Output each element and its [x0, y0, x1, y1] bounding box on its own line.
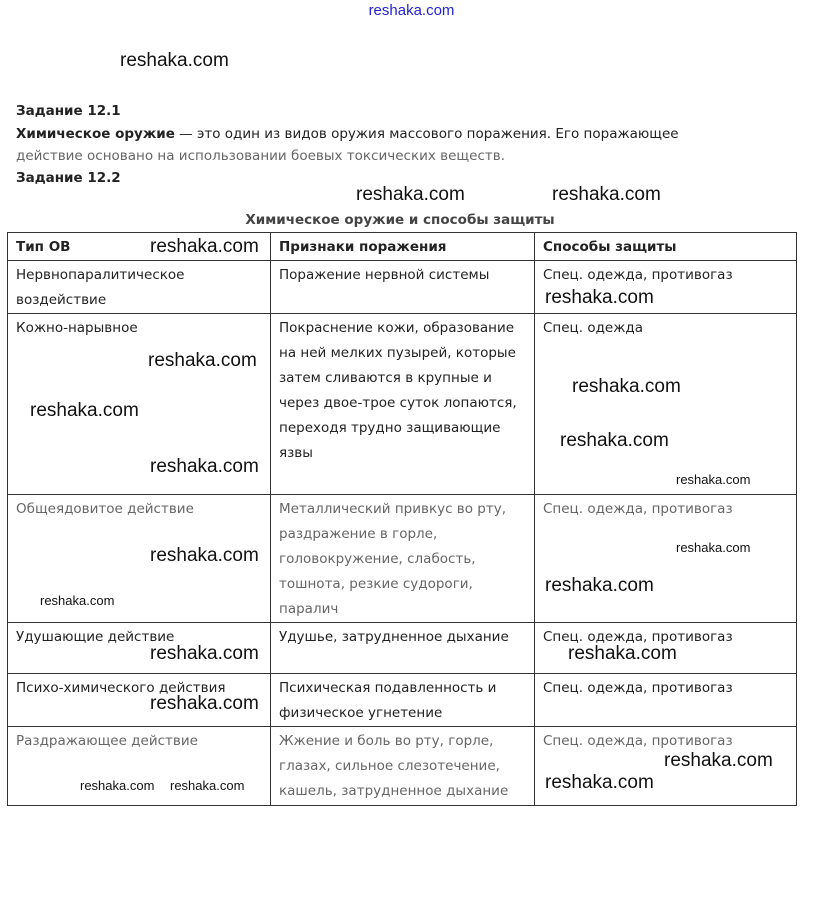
watermark: reshaka.com — [148, 350, 257, 371]
cell-protection: Спец. одежда, противогаз — [535, 727, 797, 806]
watermark: reshaka.com — [676, 472, 751, 487]
header-type: Тип ОВ — [8, 233, 271, 261]
table-row — [8, 674, 797, 727]
watermark: reshaka.com — [30, 400, 139, 421]
watermark: reshaka.com — [40, 593, 115, 608]
cell-protection: Спец. одежда — [535, 314, 797, 495]
table-row — [8, 495, 797, 623]
cell-type: Общеядовитое действие — [8, 495, 271, 623]
cell-type: Раздражающее действие — [8, 727, 271, 806]
cell-protection: Спец. одежда, противогаз — [535, 495, 797, 623]
cell-signs: Психическая подавленность и физическое угнетение — [271, 674, 535, 727]
cell-type: Удушающие действие — [8, 623, 271, 674]
site-header-link[interactable]: reshaka.com — [368, 2, 455, 19]
watermark: reshaka.com — [150, 456, 259, 477]
header-protection: Способы защиты — [535, 233, 797, 261]
cell-type: Психо-химического действия — [8, 674, 271, 727]
task-12-2-title: Задание 12.2 — [16, 170, 121, 186]
watermark: reshaka.com — [545, 287, 654, 308]
cell-signs: Покраснение кожи, образование на ней мелких пузырей, которые затем сливаются в крупные и через двое-трое суток лопаются, переходя трудно защивающие язвы — [271, 314, 535, 495]
watermark: reshaka.com — [150, 236, 259, 257]
table-header-row — [8, 233, 797, 261]
watermark: reshaka.com — [150, 693, 259, 714]
task-12-1-definition-line2: действие основано на использовании боевых токсических веществ. — [16, 148, 505, 164]
table-caption: Химическое оружие и способы защиты — [245, 212, 555, 228]
cell-protection: Спец. одежда, противогаз — [535, 623, 797, 674]
task-12-1-definition — [16, 123, 679, 145]
watermark: reshaka.com — [572, 376, 681, 397]
watermark: reshaka.com — [80, 778, 155, 793]
table-row — [8, 623, 797, 674]
cell-protection: Спец. одежда, противогаз — [535, 674, 797, 727]
cell-protection: Спец. одежда, противогаз — [535, 261, 797, 314]
cell-signs: Удушье, затрудненное дыхание — [271, 623, 535, 674]
chemical-weapons-table — [7, 232, 797, 806]
watermark: reshaka.com — [170, 778, 245, 793]
cell-signs: Жжение и боль во рту, горле, глазах, сильное слезотечение, кашель, затрудненное дыхание — [271, 727, 535, 806]
watermark: reshaka.com — [552, 184, 661, 205]
watermark: reshaka.com — [150, 545, 259, 566]
definition-text: — это один из видов оружия массового поражения. Его поражающее — [174, 126, 679, 142]
watermark: reshaka.com — [568, 643, 677, 664]
watermark: reshaka.com — [676, 540, 751, 555]
watermark: reshaka.com — [545, 575, 654, 596]
watermark: reshaka.com — [545, 772, 654, 793]
header-signs: Признаки поражения — [271, 233, 535, 261]
table-row — [8, 261, 797, 314]
cell-type: Нервнопаралитическое воздействие — [8, 261, 271, 314]
watermark: reshaka.com — [664, 750, 773, 771]
cell-signs: Поражение нервной системы — [271, 261, 535, 314]
watermark: reshaka.com — [150, 643, 259, 664]
term: Химическое оружие — [16, 126, 175, 142]
cell-signs: Металлический привкус во рту, раздражение в горле, головокружение, слабость, тошнота, резкие судороги, паралич — [271, 495, 535, 623]
cell-type: Кожно-нарывное — [8, 314, 271, 495]
watermark: reshaka.com — [120, 50, 229, 71]
watermark: reshaka.com — [560, 430, 669, 451]
task-12-1-title: Задание 12.1 — [16, 103, 121, 119]
watermark: reshaka.com — [356, 184, 465, 205]
